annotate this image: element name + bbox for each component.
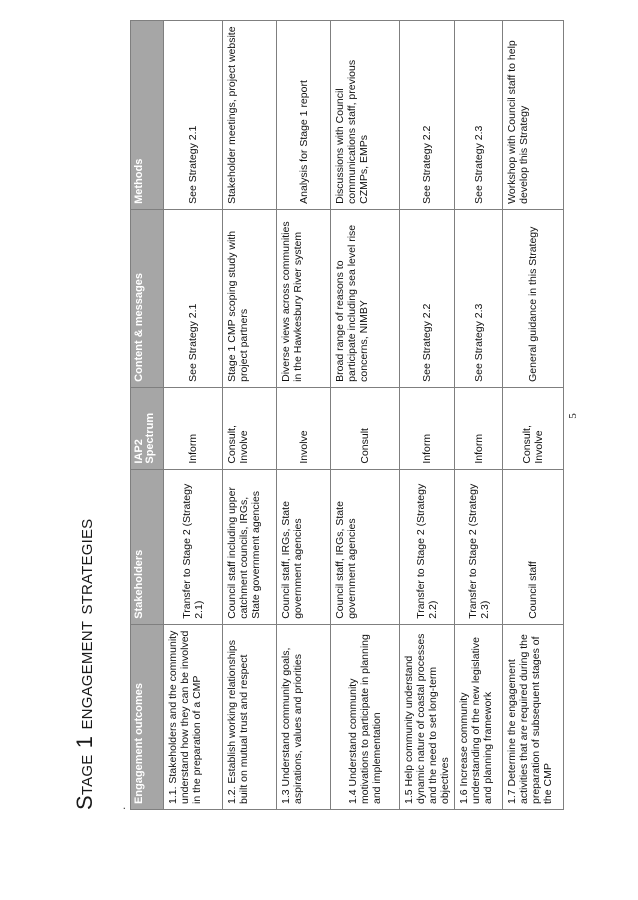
table-row (223, 21, 277, 810)
rotated-content (70, 20, 638, 810)
page-number: 5 (566, 413, 579, 419)
cell-methods: See Strategy 2.2 (400, 21, 455, 210)
title-text: Stage 1 engagement strategies (72, 518, 97, 810)
cell-content: See Strategy 2.3 (455, 209, 503, 387)
header-methods: Methods (131, 21, 164, 210)
cell-outcome: 1.6 Increase community understanding of the new legislative and planning framework (455, 624, 503, 809)
cell-stakeholders: Council staff, IRGs, State government agencies (331, 469, 400, 624)
cell-spectrum: Involve (277, 387, 331, 469)
cell-stakeholders: Council staff, IRGs, State government agencies (277, 469, 331, 624)
table-header-row (131, 21, 164, 810)
cell-spectrum: Inform (164, 387, 223, 469)
cell-content: See Strategy 2.2 (400, 209, 455, 387)
cell-outcome: 1.1. Stakeholders and the community understand how they can be involved in the preparation of a CMP (164, 624, 223, 809)
cell-stakeholders: Transfer to Stage 2 (Strategy 2.3) (455, 469, 503, 624)
header-stakeholders: Stakeholders (131, 469, 164, 624)
header-content-messages: Content & messages (131, 209, 164, 387)
cell-spectrum: Consult, Involve (503, 387, 564, 469)
table-row (455, 21, 503, 810)
cell-outcome: 1.7 Determine the engagement activities that are required during the preparation of subsequent stages of the CMP (503, 624, 564, 809)
table-row (331, 21, 400, 810)
cell-stakeholders: Council staff including upper catchment councils, IRGs, State government agencies (223, 469, 277, 624)
cell-stakeholders: Transfer to Stage 2 (Strategy 2.1) (164, 469, 223, 624)
cell-content: Stage 1 CMP scoping study with project partners (223, 209, 277, 387)
engagement-strategy-table (130, 20, 564, 810)
cell-spectrum: Consult, Involve (223, 387, 277, 469)
cell-content: Diverse views across communities in the Hawkesbury River system (277, 209, 331, 387)
cell-methods: See Strategy 2.1 (164, 21, 223, 210)
cell-content: See Strategy 2.1 (164, 209, 223, 387)
page-title (72, 519, 98, 810)
cell-content: General guidance in this Strategy (503, 209, 564, 387)
title-block (70, 20, 130, 810)
cell-outcome: 1.5 Help community understand dynamic nature of coastal processes and the need to set long-term objectives (400, 624, 455, 809)
cell-methods: Discussions with Council communications staff, previous CZMPs, EMPs (331, 21, 400, 210)
table-row (400, 21, 455, 810)
table-row (164, 21, 223, 810)
cell-methods: See Strategy 2.3 (455, 21, 503, 210)
cell-methods: Analysis for Stage 1 report (277, 21, 331, 210)
header-iap2-spectrum: IAP2 Spectrum (131, 387, 164, 469)
cell-spectrum: Consult (331, 387, 400, 469)
cell-outcome: 1.4 Understand community motivations to participate in planning and implementation (331, 624, 400, 809)
cell-stakeholders: Transfer to Stage 2 (Strategy 2.2) (400, 469, 455, 624)
cell-spectrum: Inform (455, 387, 503, 469)
cell-outcome: 1.3 Understand community goals, aspirations, values and priorities (277, 624, 331, 809)
cell-stakeholders: Council staff (503, 469, 564, 624)
cell-content: Broad range of reasons to participate including sea level rise concerns, NIMBY (331, 209, 400, 387)
cell-methods: Stakeholder meetings, project website (223, 21, 277, 210)
cell-outcome: 1.2. Establish working relationships built on mutual trust and respect (223, 624, 277, 809)
bullet-dot: . (114, 806, 128, 810)
cell-methods: Workshop with Council staff to help develop this Strategy (503, 21, 564, 210)
table-row (503, 21, 564, 810)
cell-spectrum: Inform (400, 387, 455, 469)
table-row (277, 21, 331, 810)
header-engagement-outcomes: Engagement outcomes (131, 624, 164, 809)
